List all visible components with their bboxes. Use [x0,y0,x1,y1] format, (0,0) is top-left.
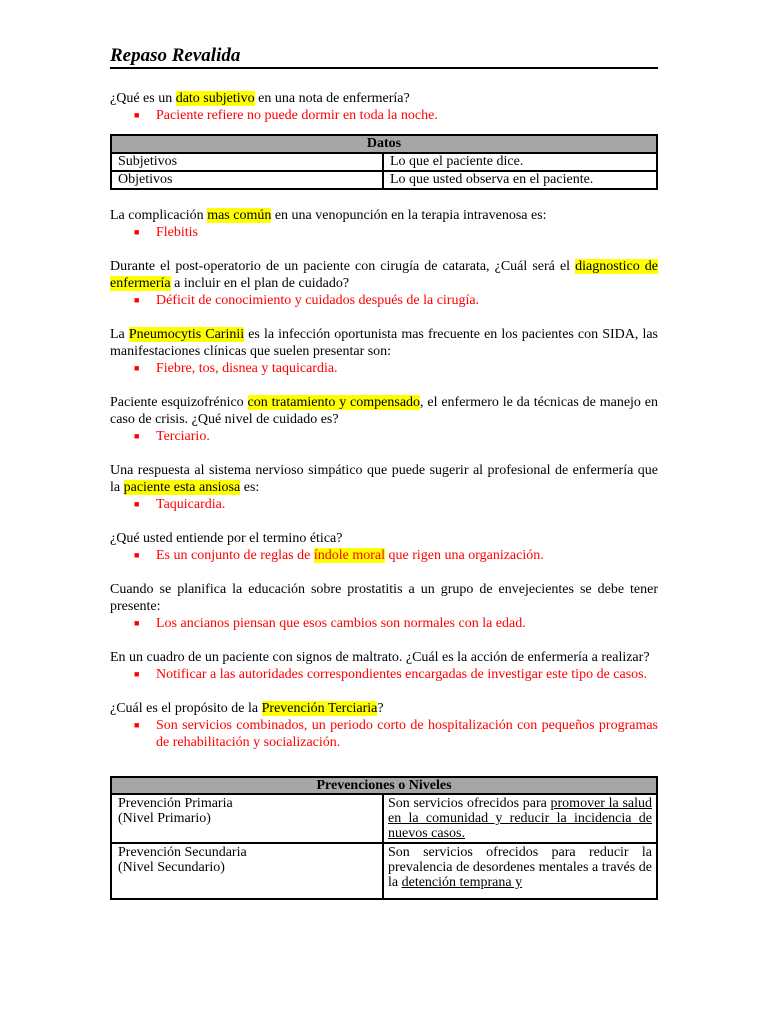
table-cell: Son servicios ofrecidos para promover la salud en la comunidad y reducir la incidencia de nuevos casos. [383,794,657,843]
table-cell: Prevención Primaria (Nivel Primario) [111,794,383,843]
table-cell: Subjetivos [111,153,383,171]
highlight: Prevención Terciaria [261,701,378,716]
table-cell: Lo que el paciente dice. [383,153,657,171]
question-3: Durante el post-operatorio de un paciente con cirugía de catarata, ¿Cuál será el diagnostico de enfermería a incluir en el plan de cuidado? [110,259,658,291]
table-row [111,843,657,899]
square-bullet-icon: ■ [134,110,140,120]
prevenciones-table-header: Prevenciones o Niveles [111,777,657,794]
square-bullet-icon: ■ [134,669,140,679]
question-6: Una respuesta al sistema nervioso simpático que puede sugerir al profesional de enfermería que la paciente esta ansiosa es: [110,463,658,495]
square-bullet-icon: ■ [134,431,140,441]
prevenciones-table [110,776,658,900]
document-body [110,90,658,900]
question-8: Cuando se planifica la educación sobre prostatitis a un grupo de envejecientes se debe tener presente: [110,582,658,614]
answer-7: ■ Es un conjunto de reglas de índole moral que rigen una organización. [134,548,544,563]
question-4: La Pneumocytis Carinii es la infección oportunista mas frecuente en los pacientes con SIDA, las manifestaciones clínicas que suelen presentar son: [110,327,659,359]
page-header [110,44,658,69]
highlight: índole moral [313,548,386,563]
highlight: dato subjetivo [175,91,255,106]
highlight: Pneumocytis Carinii [128,327,245,342]
square-bullet-icon: ■ [134,618,140,628]
square-bullet-icon: ■ [134,499,140,509]
question-7: ¿Qué usted entiende por el termino ética? [110,531,343,546]
answer-1: ■ Paciente refiere no puede dormir en toda la noche. [134,108,438,123]
table-row [111,153,657,171]
highlight: mas común [207,208,272,223]
answer-2: ■ Flebitis [134,225,199,240]
question-9: En un cuadro de un paciente con signos de maltrato. ¿Cuál es la acción de enfermería a realizar? [110,650,650,665]
page-title: Repaso Revalida [110,45,241,66]
highlight: con tratamiento y compensado [247,395,421,410]
highlight: diagnostico de enfermería [110,259,658,291]
table-cell: Lo que usted observa en el paciente. [383,171,657,189]
square-bullet-icon: ■ [134,227,140,237]
datos-table-header: Datos [111,135,657,153]
square-bullet-icon: ■ [134,295,140,305]
highlight: paciente esta ansiosa [123,480,241,495]
table-row [111,794,657,843]
question-1: ¿Qué es un dato subjetivo en una nota de enfermería? [110,91,410,106]
question-10: ¿Cuál es el propósito de la Prevención Terciaria? [110,701,384,716]
answer-5: ■ Terciario. [134,429,210,444]
answer-6: ■ Taquicardia. [134,497,226,512]
table-cell: Prevención Secundaria (Nivel Secundario) [111,843,383,899]
answer-10: ■ Son servicios combinados, un periodo corto de hospitalización con pequeños programas de rehabilitación y socialización. [134,718,658,750]
table-cell: Son servicios ofrecidos para reducir la prevalencia de desordenes mentales a través de la detención temprana y [383,843,657,899]
answer-3: ■ Déficit de conocimiento y cuidados después de la cirugía. [134,293,480,308]
table-cell: Objetivos [111,171,383,189]
square-bullet-icon: ■ [134,720,140,730]
square-bullet-icon: ■ [134,363,140,373]
table-row [111,171,657,189]
answer-8: ■ Los ancianos piensan que esos cambios son normales con la edad. [134,616,526,631]
datos-table [110,134,658,190]
square-bullet-icon: ■ [134,550,140,560]
question-5: Paciente esquizofrénico con tratamiento y compensado, el enfermero le da técnicas de manejo en caso de crisis. ¿Qué nivel de cuidado es? [110,395,658,427]
answer-4: ■ Fiebre, tos, disnea y taquicardia. [134,361,338,376]
answer-9: ■ Notificar a las autoridades correspondientes encargadas de investigar este tipo de casos. [134,667,648,682]
question-2: La complicación mas común en una venopunción en la terapia intravenosa es: [110,208,547,223]
